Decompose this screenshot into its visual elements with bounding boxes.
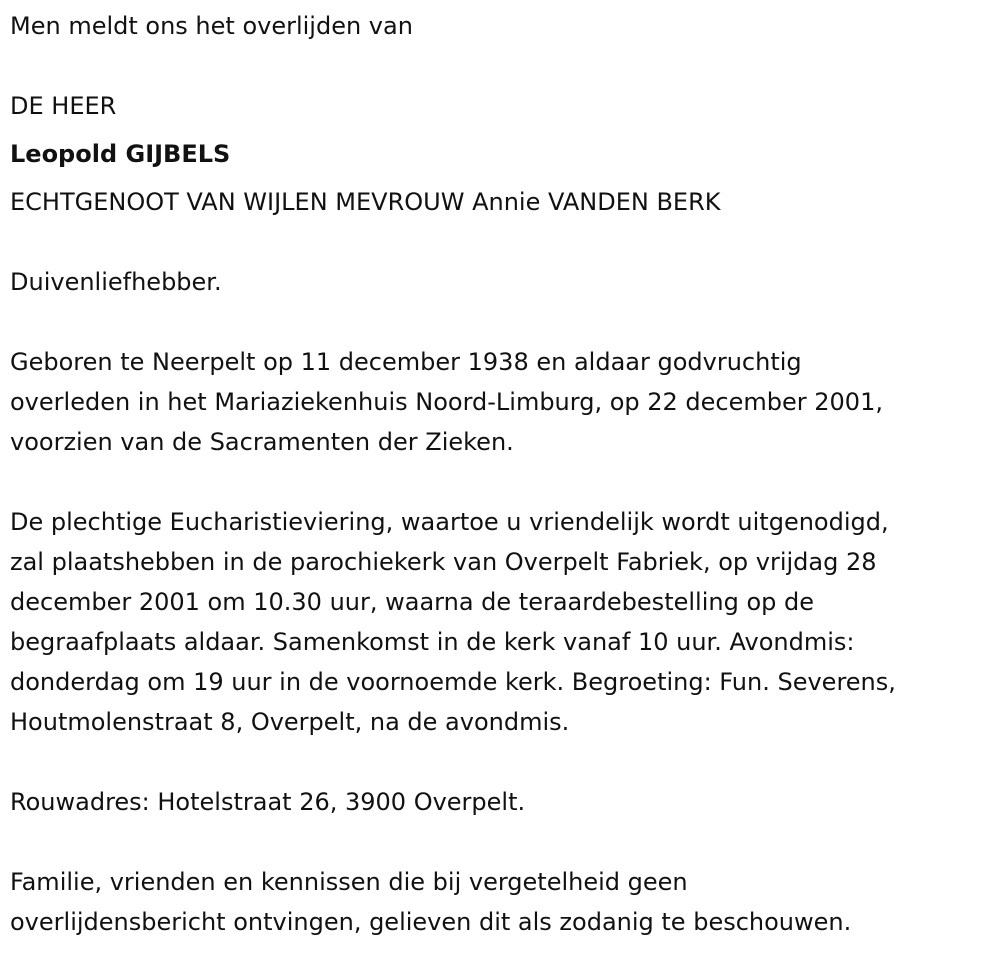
hobby-text: Duivenliefhebber.: [10, 268, 222, 296]
ceremony-paragraph: [10, 502, 896, 742]
paragraph-line: overlijdensbericht ontvingen, gelieven dit als zodanig te beschouwen.: [10, 908, 852, 936]
paragraph-line: overleden in het Mariaziekenhuis Noord-Limburg, op 22 december 2001,: [10, 388, 883, 416]
closing-paragraph: [10, 862, 851, 942]
mourning-address: Rouwadres: Hotelstraat 26, 3900 Overpelt.: [10, 788, 526, 816]
paragraph-line: Houtmolenstraat 8, Overpelt, na de avondmis.: [10, 708, 570, 736]
intro-text: Men meldt ons het overlijden van: [10, 12, 413, 40]
paragraph-line: De plechtige Eucharistieviering, waartoe u vriendelijk wordt uitgenodigd,: [10, 508, 889, 536]
paragraph-line: donderdag om 19 uur in de voornoemde kerk. Begroeting: Fun. Severens,: [10, 668, 896, 696]
birth-death-paragraph: [10, 342, 883, 462]
paragraph-line: Geboren te Neerpelt op 11 december 1938 en aldaar godvruchtig: [10, 348, 802, 376]
paragraph-line: december 2001 om 10.30 uur, waarna de teraardebestelling op de: [10, 588, 814, 616]
honorific: DE HEER: [10, 92, 117, 120]
paragraph-line: voorzien van de Sacramenten der Zieken.: [10, 428, 514, 456]
deceased-name: Leopold GIJBELS: [10, 140, 231, 168]
paragraph-line: zal plaatshebben in de parochiekerk van Overpelt Fabriek, op vrijdag 28: [10, 548, 877, 576]
spouse-line: ECHTGENOOT VAN WIJLEN MEVROUW Annie VANDEN BERK: [10, 188, 721, 216]
paragraph-line: Familie, vrienden en kennissen die bij vergetelheid geen: [10, 868, 688, 896]
paragraph-line: begraafplaats aldaar. Samenkomst in de kerk vanaf 10 uur. Avondmis:: [10, 628, 855, 656]
